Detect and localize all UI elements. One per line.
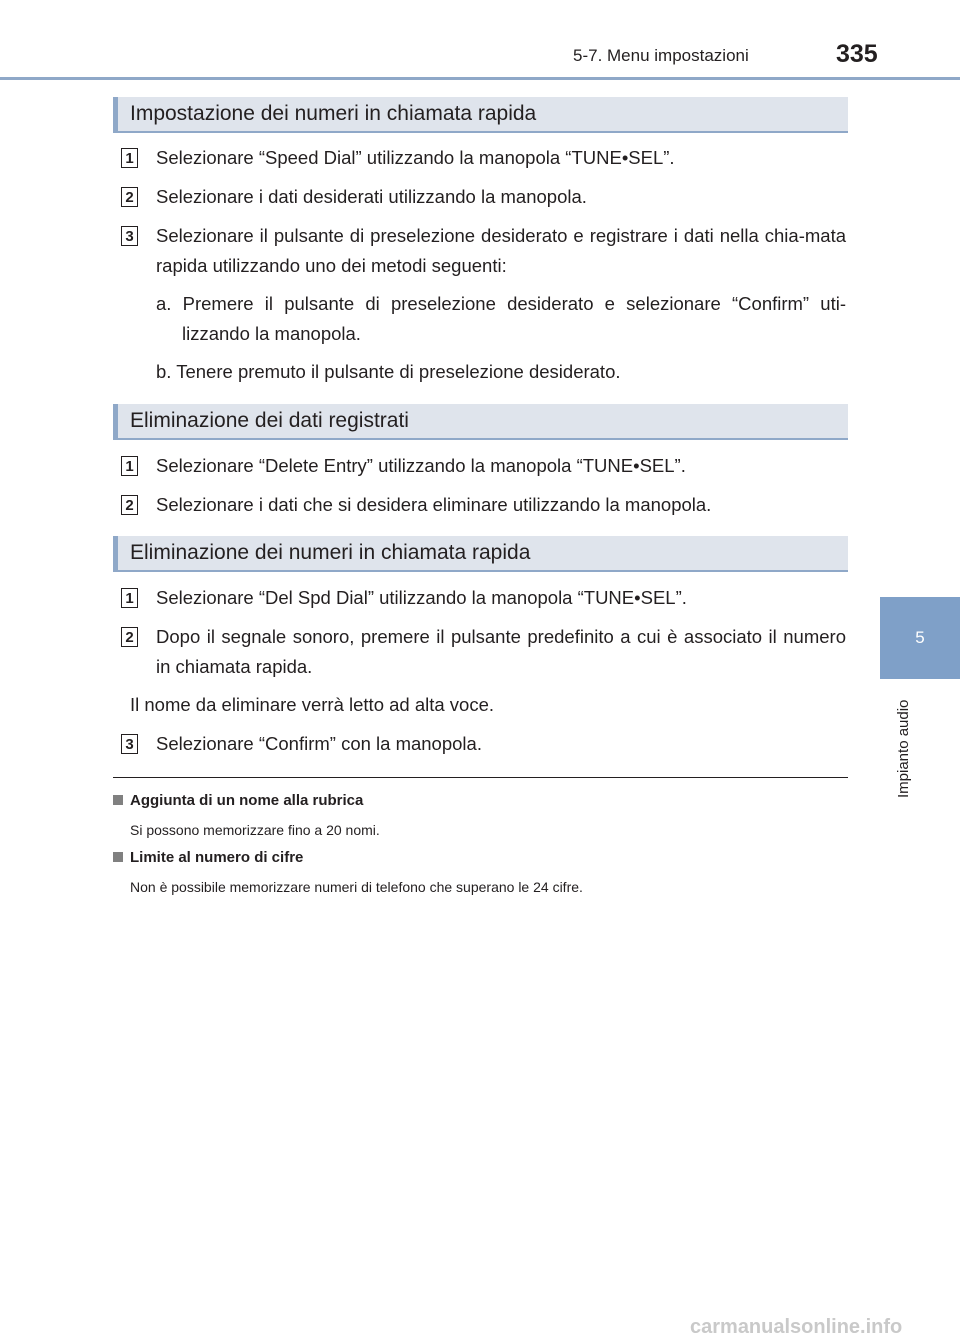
note-title <box>113 849 303 866</box>
chapter-tab <box>880 597 960 679</box>
chapter-label: Impianto audio <box>895 699 912 799</box>
page-number: 335 <box>836 40 878 68</box>
step-number-badge: 2 <box>121 627 138 647</box>
substep-text: a. Premere il pulsante di preselezione desiderato e selezionare “Confirm” uti-lizzando la manopola. <box>156 293 846 344</box>
square-bullet-icon <box>113 852 123 862</box>
step-text: Dopo il segnale sonoro, premere il pulsante predefinito a cui è associato il numero in chiamata rapida. <box>156 626 846 677</box>
step-text: Selezionare i dati che si desidera eliminare utilizzando la manopola. <box>156 494 712 515</box>
note-title-text: Limite al numero di cifre <box>130 849 304 866</box>
step-text: Selezionare i dati desiderati utilizzando la manopola. <box>156 186 587 207</box>
section-heading-delete-entry: Eliminazione dei dati registrati <box>113 404 848 440</box>
chapter-number: 5 <box>915 628 925 647</box>
section-heading-delete-speed-dial: Eliminazione dei numeri in chiamata rapida <box>113 536 848 572</box>
step-number-badge: 2 <box>121 495 138 515</box>
section-note: Il nome da eliminare verrà letto ad alta voce. <box>130 694 495 715</box>
section-heading-speed-dial-setup: Impostazione dei numeri in chiamata rapida <box>113 97 848 133</box>
step-text: Selezionare il pulsante di preselezione desiderato e registrare i dati nella chia-mata rapida utilizzando uno dei metodi seguenti: <box>156 225 846 276</box>
step-text: Selezionare “Delete Entry” utilizzando la manopola “TUNE•SEL”. <box>156 455 686 476</box>
watermark: carmanualsonline.info <box>690 1316 903 1338</box>
square-bullet-icon <box>113 795 123 805</box>
substep-text: b. Tenere premuto il pulsante di preselezione desiderato. <box>156 361 621 382</box>
notes-divider <box>113 777 848 778</box>
step-number-badge: 2 <box>121 187 138 207</box>
step-text: Selezionare “Speed Dial” utilizzando la manopola “TUNE•SEL”. <box>156 147 675 168</box>
note-title-text: Aggiunta di un nome alla rubrica <box>130 792 364 809</box>
step-number-badge: 3 <box>121 226 138 246</box>
step-number-badge: 1 <box>121 456 138 476</box>
step-text: Selezionare “Del Spd Dial” utilizzando la manopola “TUNE•SEL”. <box>156 587 687 608</box>
header-section-title: 5-7. Menu impostazioni <box>573 46 749 65</box>
header-rule <box>0 77 960 80</box>
note-body: Si possono memorizzare fino a 20 nomi. <box>130 822 380 838</box>
step-number-badge: 3 <box>121 734 138 754</box>
note-title <box>113 792 363 809</box>
step-number-badge: 1 <box>121 148 138 168</box>
step-text: Selezionare “Confirm” con la manopola. <box>156 733 482 754</box>
step-number-badge: 1 <box>121 588 138 608</box>
note-body: Non è possibile memorizzare numeri di telefono che superano le 24 cifre. <box>130 879 583 895</box>
